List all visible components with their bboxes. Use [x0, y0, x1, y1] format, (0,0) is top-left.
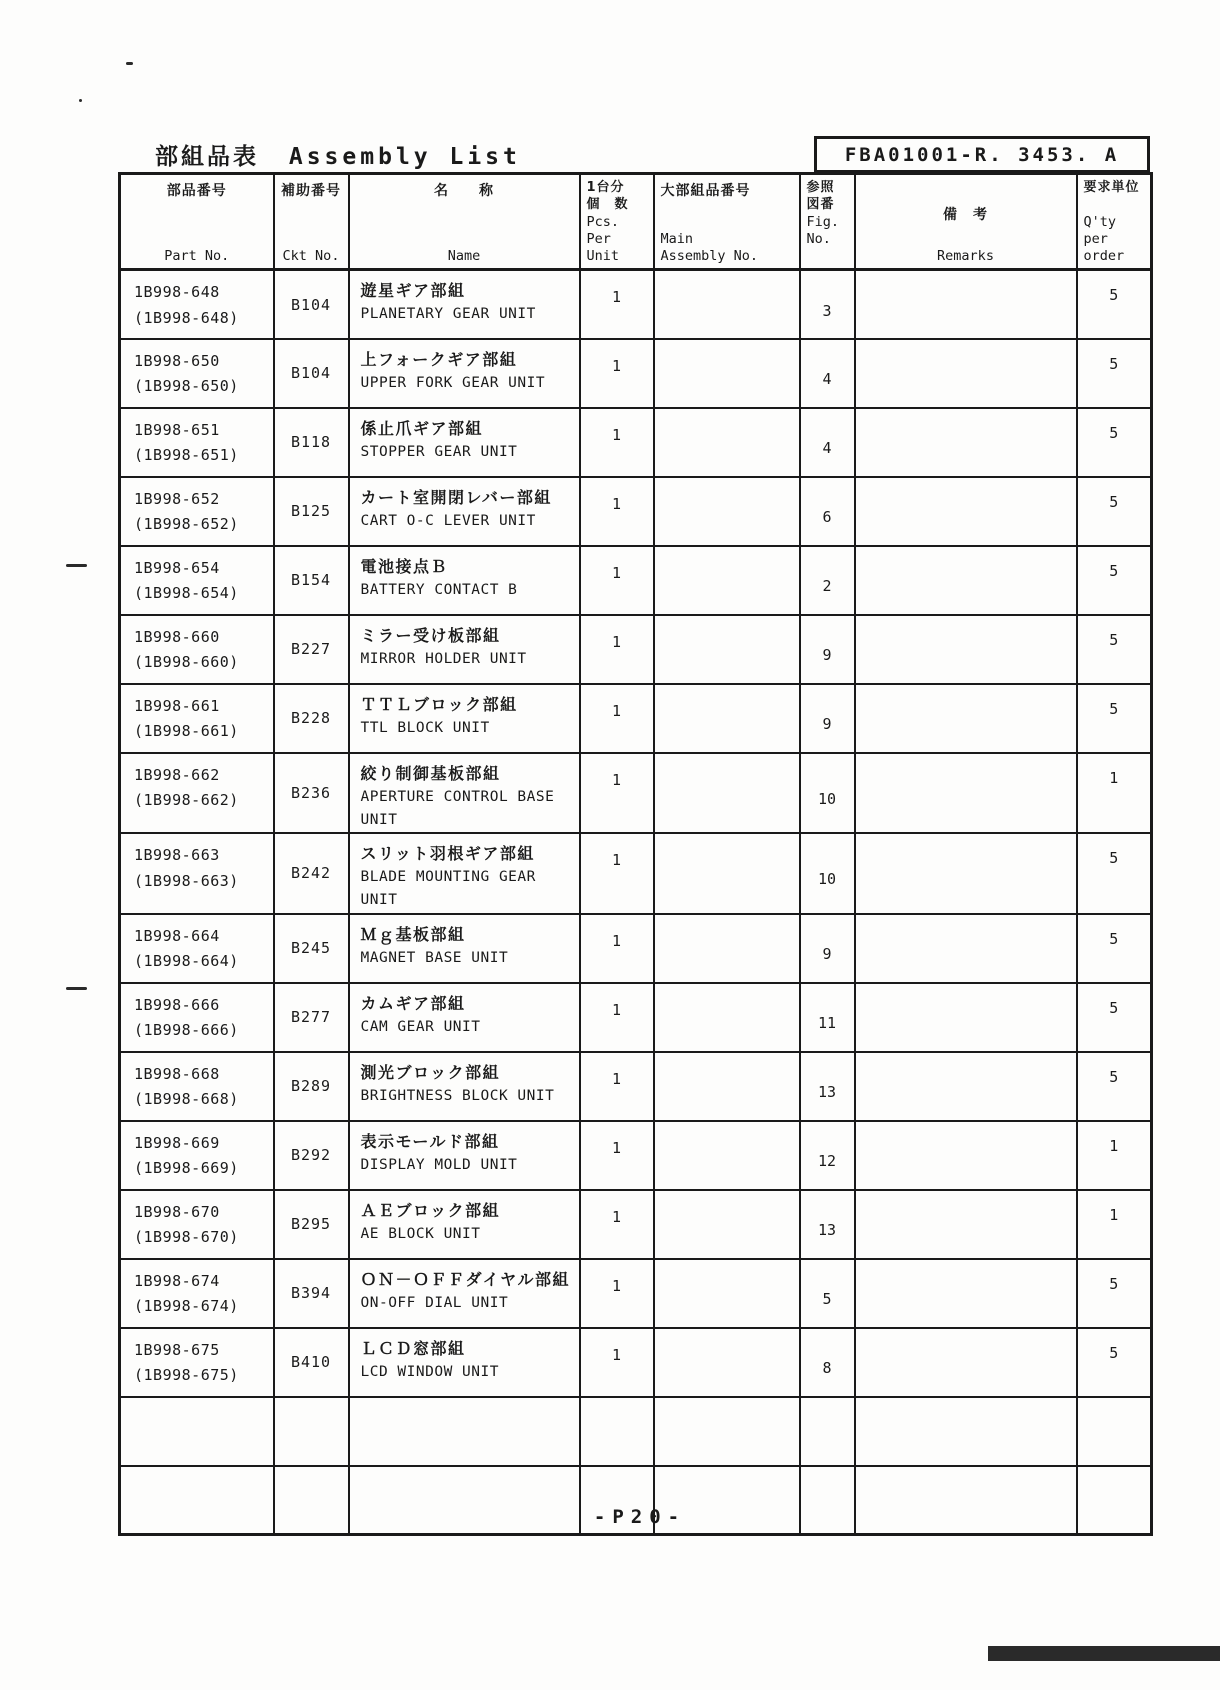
cell-pcs-per-unit: 1 — [580, 833, 654, 913]
cell-part-no — [120, 684, 274, 753]
part-no-paren: (1B998-669) — [134, 1159, 239, 1178]
cell-part-no — [120, 1190, 274, 1259]
cell-part-no — [120, 339, 274, 408]
cell-fig-no: 13 — [800, 1190, 855, 1259]
cell-part-no — [120, 1328, 274, 1397]
cell-part-no — [120, 1052, 274, 1121]
cell-fig-no: 10 — [800, 753, 855, 833]
table-row — [120, 615, 1152, 684]
table-row — [120, 914, 1152, 983]
cell-qty-per-order: 5 — [1077, 684, 1152, 753]
table-row — [120, 1052, 1152, 1121]
assembly-list-table — [118, 172, 1153, 1536]
cell-pcs-per-unit: 1 — [580, 1121, 654, 1190]
part-no-paren: (1B998-661) — [134, 722, 239, 741]
cell-pcs-per-unit: 1 — [580, 1190, 654, 1259]
cell-name — [349, 1397, 580, 1466]
part-no-paren: (1B998-663) — [134, 871, 239, 890]
cell-remarks — [855, 270, 1077, 339]
doc-number: FBA01001-R. 3453. A — [844, 143, 1120, 166]
cell-part-no — [120, 833, 274, 913]
cell-qty-per-order: 1 — [1077, 1190, 1152, 1259]
table-row — [120, 477, 1152, 546]
part-no-main: 1B998-662 — [134, 765, 220, 784]
cell-name — [349, 1328, 580, 1397]
part-name-japanese: 係止爪ギア部組 — [360, 418, 484, 438]
part-no-main: 1B998-648 — [134, 283, 220, 302]
part-name-english: PLANETARY GEAR UNIT — [360, 306, 536, 323]
cell-part-no — [120, 270, 274, 339]
cell-main-assembly-no — [654, 983, 800, 1052]
cell-remarks — [855, 339, 1077, 408]
cell-fig-no: 9 — [800, 684, 855, 753]
part-no-main: 1B998-670 — [134, 1202, 220, 1221]
cell-main-assembly-no — [654, 408, 800, 477]
part-name-english: CART O-C LEVER UNIT — [360, 512, 536, 529]
cell-name — [349, 546, 580, 615]
part-no-main: 1B998-660 — [134, 627, 220, 646]
cell-remarks — [855, 477, 1077, 546]
cell-qty-per-order: 5 — [1077, 983, 1152, 1052]
cell-main-assembly-no — [654, 615, 800, 684]
cell-main-assembly-no — [654, 1052, 800, 1121]
cell-pcs-per-unit: 1 — [580, 270, 654, 339]
cell-pcs-per-unit: 1 — [580, 753, 654, 833]
cell-qty-per-order: 5 — [1077, 339, 1152, 408]
cell-part-no — [120, 1466, 274, 1535]
part-name-japanese: ＡＥブロック部組 — [360, 1200, 501, 1220]
col-header-main-assembly-no: 大部組品番号 Main Assembly No. — [654, 174, 800, 270]
cell-remarks — [855, 1466, 1077, 1535]
part-no-main: 1B998-661 — [134, 696, 220, 715]
cell-fig-no: 4 — [800, 339, 855, 408]
cell-ckt-no: B289 — [274, 1052, 349, 1121]
cell-fig-no: 6 — [800, 477, 855, 546]
cell-remarks — [855, 408, 1077, 477]
col-header-qty-per-order: 要求単位 Q'ty per order — [1077, 174, 1152, 270]
table-row — [120, 1397, 1152, 1466]
page-title-english: Assembly List — [288, 144, 521, 170]
cell-name — [349, 833, 580, 913]
cell-remarks — [855, 615, 1077, 684]
part-name-english: DISPLAY MOLD UNIT — [360, 1156, 518, 1173]
cell-fig-no: 3 — [800, 270, 855, 339]
cell-ckt-no: B228 — [274, 684, 349, 753]
cell-ckt-no: B295 — [274, 1190, 349, 1259]
cell-fig-no — [800, 1466, 855, 1535]
part-no-main: 1B998-650 — [134, 351, 220, 370]
scan-artifact-bar — [988, 1646, 1220, 1661]
cell-remarks — [855, 983, 1077, 1052]
part-no-main: 1B998-668 — [134, 1064, 220, 1083]
cell-name — [349, 1190, 580, 1259]
cell-fig-no: 2 — [800, 546, 855, 615]
part-name-english: CAM GEAR UNIT — [360, 1018, 481, 1035]
scan-speck — [126, 62, 133, 65]
col-header-name: 名 称 Name — [349, 174, 580, 270]
cell-part-no — [120, 753, 274, 833]
part-name-japanese: スリット羽根ギア部組 — [360, 844, 535, 864]
part-name-english: MAGNET BASE UNIT — [360, 949, 509, 966]
part-name-japanese: カート室開閉レバー部組 — [360, 487, 552, 507]
part-name-english: BRIGHTNESS BLOCK UNIT — [360, 1087, 555, 1104]
table-row — [120, 408, 1152, 477]
cell-main-assembly-no — [654, 1190, 800, 1259]
table-row — [120, 983, 1152, 1052]
cell-pcs-per-unit: 1 — [580, 983, 654, 1052]
table-row — [120, 339, 1152, 408]
cell-fig-no: 9 — [800, 615, 855, 684]
cell-part-no — [120, 477, 274, 546]
table-row — [120, 1328, 1152, 1397]
cell-name — [349, 615, 580, 684]
cell-name — [349, 1121, 580, 1190]
margin-tick-mark — [66, 987, 87, 990]
cell-fig-no — [800, 1397, 855, 1466]
cell-ckt-no: B227 — [274, 615, 349, 684]
cell-qty-per-order: 5 — [1077, 914, 1152, 983]
part-no-paren: (1B998-664) — [134, 952, 239, 971]
cell-fig-no: 9 — [800, 914, 855, 983]
cell-part-no — [120, 983, 274, 1052]
page-number: -P20- — [593, 1506, 687, 1528]
cell-ckt-no — [274, 1466, 349, 1535]
cell-main-assembly-no — [654, 753, 800, 833]
cell-part-no — [120, 1397, 274, 1466]
part-name-japanese: 絞り制御基板部組 — [360, 763, 501, 783]
part-no-main: 1B998-666 — [134, 995, 220, 1014]
cell-qty-per-order: 5 — [1077, 615, 1152, 684]
cell-ckt-no — [274, 1397, 349, 1466]
table-row — [120, 833, 1152, 913]
table-row — [120, 684, 1152, 753]
cell-pcs-per-unit: 1 — [580, 1052, 654, 1121]
part-no-paren: (1B998-654) — [134, 584, 239, 603]
part-name-japanese: 表示モールド部組 — [360, 1131, 500, 1151]
cell-pcs-per-unit: 1 — [580, 546, 654, 615]
col-header-part-no: 部品番号 Part No. — [120, 174, 274, 270]
cell-pcs-per-unit: 1 — [580, 1328, 654, 1397]
cell-name — [349, 684, 580, 753]
cell-remarks — [855, 753, 1077, 833]
cell-ckt-no: B292 — [274, 1121, 349, 1190]
cell-pcs-per-unit: 1 — [580, 684, 654, 753]
cell-main-assembly-no — [654, 1397, 800, 1466]
table-row — [120, 546, 1152, 615]
part-no-paren: (1B998-674) — [134, 1297, 239, 1316]
cell-ckt-no: B118 — [274, 408, 349, 477]
part-no-paren: (1B998-666) — [134, 1021, 239, 1040]
cell-fig-no: 10 — [800, 833, 855, 913]
cell-ckt-no: B277 — [274, 983, 349, 1052]
cell-qty-per-order: 5 — [1077, 270, 1152, 339]
cell-name — [349, 1052, 580, 1121]
page-title-japanese: 部組品表 — [155, 144, 259, 170]
part-no-main: 1B998-674 — [134, 1271, 220, 1290]
part-name-english: UPPER FORK GEAR UNIT — [360, 374, 546, 391]
part-name-english: STOPPER GEAR UNIT — [360, 443, 518, 460]
scan-speck — [79, 99, 82, 102]
part-no-paren: (1B998-675) — [134, 1366, 239, 1385]
cell-remarks — [855, 1397, 1077, 1466]
cell-qty-per-order: 5 — [1077, 1328, 1152, 1397]
cell-fig-no: 5 — [800, 1259, 855, 1328]
cell-ckt-no: B242 — [274, 833, 349, 913]
cell-part-no — [120, 1259, 274, 1328]
part-name-japanese: ミラー受け板部組 — [360, 625, 501, 645]
part-name-english: ON-OFF DIAL UNIT — [360, 1294, 509, 1311]
cell-qty-per-order: 5 — [1077, 408, 1152, 477]
cell-name — [349, 983, 580, 1052]
cell-remarks — [855, 1328, 1077, 1397]
part-no-main: 1B998-663 — [134, 846, 220, 865]
part-name-english: LCD WINDOW UNIT — [360, 1363, 499, 1380]
cell-ckt-no: B410 — [274, 1328, 349, 1397]
cell-name — [349, 339, 580, 408]
cell-name — [349, 1259, 580, 1328]
cell-fig-no: 11 — [800, 983, 855, 1052]
cell-pcs-per-unit: 1 — [580, 615, 654, 684]
cell-fig-no: 12 — [800, 1121, 855, 1190]
cell-name — [349, 408, 580, 477]
cell-pcs-per-unit — [580, 1397, 654, 1466]
part-no-main: 1B998-664 — [134, 926, 220, 945]
part-no-paren: (1B998-668) — [134, 1090, 239, 1109]
cell-part-no — [120, 546, 274, 615]
col-header-remarks: 備 考 Remarks — [855, 174, 1077, 270]
part-name-japanese: ＯＮ－ＯＦＦダイヤル部組 — [360, 1269, 571, 1289]
table-row — [120, 270, 1152, 339]
cell-fig-no: 13 — [800, 1052, 855, 1121]
margin-tick-mark — [66, 564, 87, 567]
cell-ckt-no: B245 — [274, 914, 349, 983]
part-no-main: 1B998-675 — [134, 1340, 220, 1359]
cell-qty-per-order: 1 — [1077, 753, 1152, 833]
part-name-japanese: Ｍｇ基板部組 — [360, 924, 466, 944]
cell-name — [349, 477, 580, 546]
col-header-fig-no: 参照 図番 Fig. No. — [800, 174, 855, 270]
cell-ckt-no: B394 — [274, 1259, 349, 1328]
part-no-main: 1B998-669 — [134, 1133, 220, 1152]
col-header-pcs-per-unit: 1台分 個 数 Pcs. Per Unit — [580, 174, 654, 270]
doc-number-box — [814, 136, 1150, 173]
part-no-paren: (1B998-660) — [134, 653, 239, 672]
part-name-japanese: ＬＣＤ窓部組 — [360, 1338, 466, 1358]
part-name-japanese: 上フォークギア部組 — [360, 349, 518, 369]
part-name-japanese: 遊星ギア部組 — [360, 281, 466, 301]
cell-remarks — [855, 1052, 1077, 1121]
cell-remarks — [855, 684, 1077, 753]
part-no-paren: (1B998-648) — [134, 308, 239, 327]
cell-fig-no: 8 — [800, 1328, 855, 1397]
cell-pcs-per-unit: 1 — [580, 477, 654, 546]
cell-main-assembly-no — [654, 270, 800, 339]
cell-pcs-per-unit: 1 — [580, 408, 654, 477]
cell-remarks — [855, 546, 1077, 615]
cell-main-assembly-no — [654, 1328, 800, 1397]
cell-ckt-no: B236 — [274, 753, 349, 833]
table-row — [120, 1259, 1152, 1328]
part-no-paren: (1B998-650) — [134, 377, 239, 396]
cell-main-assembly-no — [654, 546, 800, 615]
assembly-table-body — [120, 270, 1152, 1535]
cell-ckt-no: B154 — [274, 546, 349, 615]
cell-remarks — [855, 1259, 1077, 1328]
part-no-paren: (1B998-651) — [134, 446, 239, 465]
cell-ckt-no: B125 — [274, 477, 349, 546]
cell-remarks — [855, 914, 1077, 983]
part-no-paren: (1B998-670) — [134, 1228, 239, 1247]
cell-main-assembly-no — [654, 1259, 800, 1328]
cell-part-no — [120, 914, 274, 983]
table-row — [120, 753, 1152, 833]
part-no-paren: (1B998-652) — [134, 515, 239, 534]
cell-ckt-no: B104 — [274, 339, 349, 408]
cell-main-assembly-no — [654, 914, 800, 983]
cell-name — [349, 914, 580, 983]
part-name-japanese: カムギア部組 — [360, 993, 466, 1013]
col-header-ckt-no: 補助番号 Ckt No. — [274, 174, 349, 270]
cell-qty-per-order: 5 — [1077, 477, 1152, 546]
cell-qty-per-order — [1077, 1466, 1152, 1535]
cell-pcs-per-unit: 1 — [580, 914, 654, 983]
table-header-row — [120, 174, 1152, 270]
part-name-japanese: 測光ブロック部組 — [360, 1062, 501, 1082]
part-no-main: 1B998-651 — [134, 420, 220, 439]
cell-main-assembly-no — [654, 339, 800, 408]
table-row — [120, 1121, 1152, 1190]
part-name-english: TTL BLOCK UNIT — [360, 719, 490, 736]
cell-name — [349, 270, 580, 339]
cell-fig-no: 4 — [800, 408, 855, 477]
part-no-paren: (1B998-662) — [134, 791, 239, 810]
cell-remarks — [855, 833, 1077, 913]
table-row — [120, 1190, 1152, 1259]
part-name-english: MIRROR HOLDER UNIT — [360, 650, 527, 667]
cell-qty-per-order: 5 — [1077, 833, 1152, 913]
cell-remarks — [855, 1190, 1077, 1259]
part-name-english: APERTURE CONTROL BASE UNIT — [360, 788, 555, 829]
cell-name — [349, 753, 580, 833]
part-no-main: 1B998-652 — [134, 489, 220, 508]
cell-main-assembly-no — [654, 833, 800, 913]
part-name-english: BLADE MOUNTING GEAR UNIT — [360, 869, 536, 909]
cell-remarks — [855, 1121, 1077, 1190]
cell-qty-per-order — [1077, 1397, 1152, 1466]
cell-main-assembly-no — [654, 477, 800, 546]
cell-main-assembly-no — [654, 1121, 800, 1190]
cell-pcs-per-unit: 1 — [580, 339, 654, 408]
cell-qty-per-order: 1 — [1077, 1121, 1152, 1190]
cell-pcs-per-unit: 1 — [580, 1259, 654, 1328]
cell-ckt-no: B104 — [274, 270, 349, 339]
part-name-japanese: 電池接点Ｂ — [360, 556, 449, 576]
part-name-english: BATTERY CONTACT B — [360, 581, 518, 598]
cell-qty-per-order: 5 — [1077, 1052, 1152, 1121]
cell-part-no — [120, 408, 274, 477]
cell-part-no — [120, 1121, 274, 1190]
cell-qty-per-order: 5 — [1077, 546, 1152, 615]
part-name-japanese: ＴＴＬブロック部組 — [360, 694, 518, 714]
cell-qty-per-order: 5 — [1077, 1259, 1152, 1328]
cell-main-assembly-no — [654, 684, 800, 753]
part-no-main: 1B998-654 — [134, 558, 220, 577]
page-title — [155, 138, 521, 171]
part-name-english: AE BLOCK UNIT — [360, 1225, 481, 1242]
cell-part-no — [120, 615, 274, 684]
